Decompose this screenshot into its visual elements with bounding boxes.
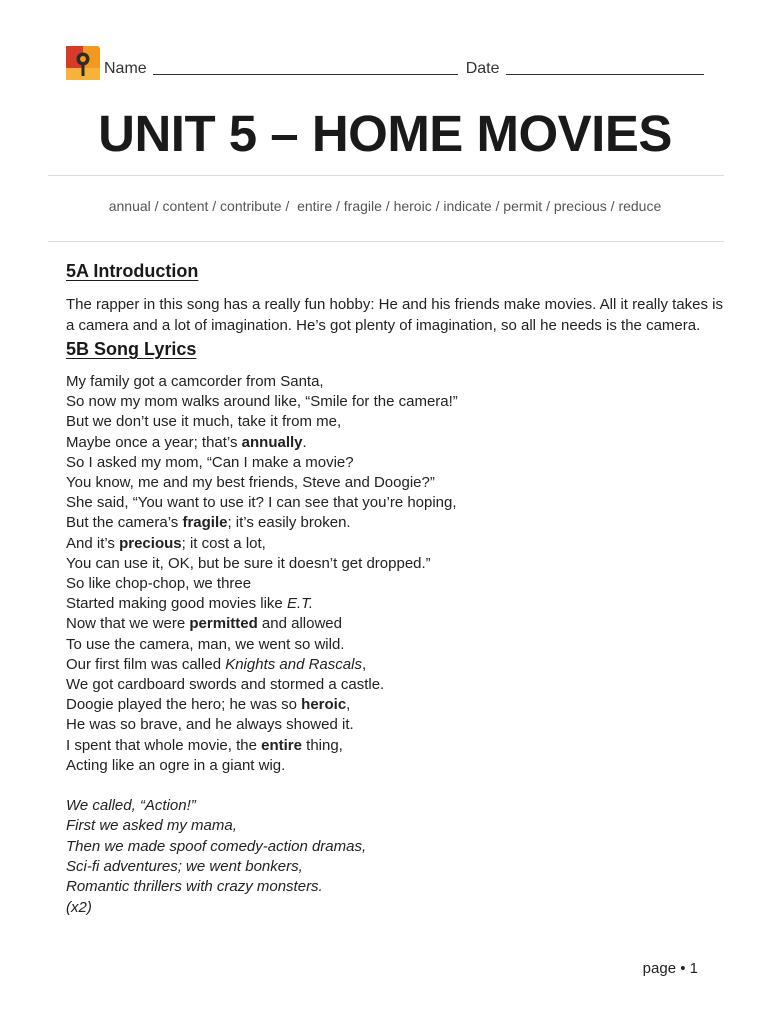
lyric-line	[66, 756, 726, 776]
chorus-line: First we asked my mama,	[66, 817, 237, 835]
lyric-text: But we don’t use it much, take it from me,	[66, 413, 342, 431]
chorus-line: We called, “Action!”	[66, 797, 196, 815]
section-heading-introduction: 5A Introduction	[66, 261, 199, 281]
logo-icon	[66, 46, 100, 80]
lyric-text: He was so brave, and he always showed it.	[66, 716, 354, 734]
lyric-text: My family got a camcorder from Santa,	[66, 373, 324, 390]
lyric-line	[66, 715, 726, 735]
lyric-line	[66, 675, 726, 695]
lyric-line	[66, 594, 726, 614]
lyric-line	[66, 554, 726, 574]
vocab-word: annually	[241, 433, 303, 451]
date-label: Date	[465, 60, 500, 77]
section-heading-lyrics: 5B Song Lyrics	[66, 339, 197, 359]
lyric-text: But the camera’s	[66, 514, 183, 532]
page-title: UNIT 5 – HOME MOVIES	[98, 105, 672, 162]
lyric-line	[66, 635, 726, 655]
lyric-text: ,	[361, 655, 367, 673]
lyric-line	[66, 736, 726, 756]
lyric-line	[66, 695, 726, 715]
lyric-text: And it’s	[66, 534, 120, 552]
lyric-text: Our first film was called	[66, 655, 226, 673]
page-number-value: 1	[689, 960, 698, 977]
chorus-line: Then we made spoof comedy-action dramas,	[66, 837, 367, 855]
lyric-text: We got cardboard swords and stormed a castle.	[66, 676, 385, 694]
lyric-text: To use the camera, man, we went so wild.	[66, 635, 345, 653]
lyric-line	[66, 614, 726, 634]
lyric-line	[66, 655, 726, 675]
lyric-text: Maybe once a year; that’s	[66, 433, 242, 451]
chorus-line: (x2)	[66, 898, 92, 916]
lyric-text: Started making good movies like	[66, 595, 287, 613]
lyric-text: ,	[346, 696, 351, 714]
chorus-line: Sci-fi adventures; we went bonkers,	[66, 857, 303, 875]
divider-bottom	[48, 241, 724, 242]
lyric-line	[66, 534, 726, 554]
lyric-text: Doogie played the hero; he was so	[66, 696, 302, 714]
chorus-line: Romantic thrillers with crazy monsters.	[66, 878, 323, 896]
lyric-line	[66, 412, 726, 432]
name-label: Name	[104, 60, 147, 77]
lyric-line	[66, 513, 726, 533]
lyrics-verse	[66, 372, 726, 776]
page-bullet: •	[680, 960, 686, 977]
lyric-text: and allowed	[257, 615, 342, 633]
lyrics-chorus	[66, 796, 726, 918]
lyric-text: So now my mom walks around like, “Smile for the camera!”	[66, 393, 458, 411]
vocab-word: fragile	[182, 514, 228, 532]
lyric-line	[66, 473, 726, 493]
lyric-text: ; it’s easily broken.	[227, 514, 351, 532]
lyric-line	[66, 392, 726, 412]
title-italic: Knights and Rascals	[225, 655, 362, 673]
lyric-text: So I asked my mom, “Can I make a movie?	[66, 453, 354, 471]
lyric-text: She said, “You want to use it? I can see that you’re hoping,	[66, 494, 457, 512]
lyric-text: You can use it, OK, but be sure it doesn’t get dropped.”	[66, 554, 431, 572]
date-field[interactable]	[506, 73, 705, 75]
lyric-text: ; it cost a lot,	[181, 534, 266, 552]
vocab-word: entire	[261, 736, 302, 754]
vocab-word: precious	[119, 534, 182, 552]
header-row	[66, 44, 704, 80]
divider-top	[48, 175, 724, 176]
lyric-line	[66, 453, 726, 473]
lyric-text: Now that we were	[66, 615, 190, 633]
page-number	[643, 960, 698, 977]
page-label: page	[642, 960, 677, 977]
name-field[interactable]	[153, 73, 458, 75]
lyric-text: You know, me and my best friends, Steve and Doogie?”	[66, 474, 435, 492]
introduction-text: The rapper in this song has a really fun hobby: He and his friends make movies. All it really takes is a camera and a lot of imagination. He’s got plenty of imagination, so all he needs is the camera.	[66, 296, 723, 334]
content	[66, 258, 726, 918]
title-italic: E.T.	[286, 595, 314, 613]
lyric-line	[66, 493, 726, 513]
vocabulary-list: annual / content / contribute / entire / fragile / heroic / indicate / permit / precious / reduce	[108, 198, 662, 214]
vocab-word: permitted	[189, 615, 258, 633]
lyric-text: I spent that whole movie, the	[66, 736, 262, 754]
vocab-word: heroic	[301, 696, 347, 714]
lyric-text: .	[302, 433, 307, 451]
lyric-line	[66, 574, 726, 594]
lyric-line	[66, 433, 726, 453]
lyric-line	[66, 372, 726, 392]
lyric-text: Acting like an ogre in a giant wig.	[66, 756, 286, 774]
lyric-text: thing,	[301, 736, 343, 754]
lyric-text: So like chop-chop, we three	[66, 575, 252, 593]
